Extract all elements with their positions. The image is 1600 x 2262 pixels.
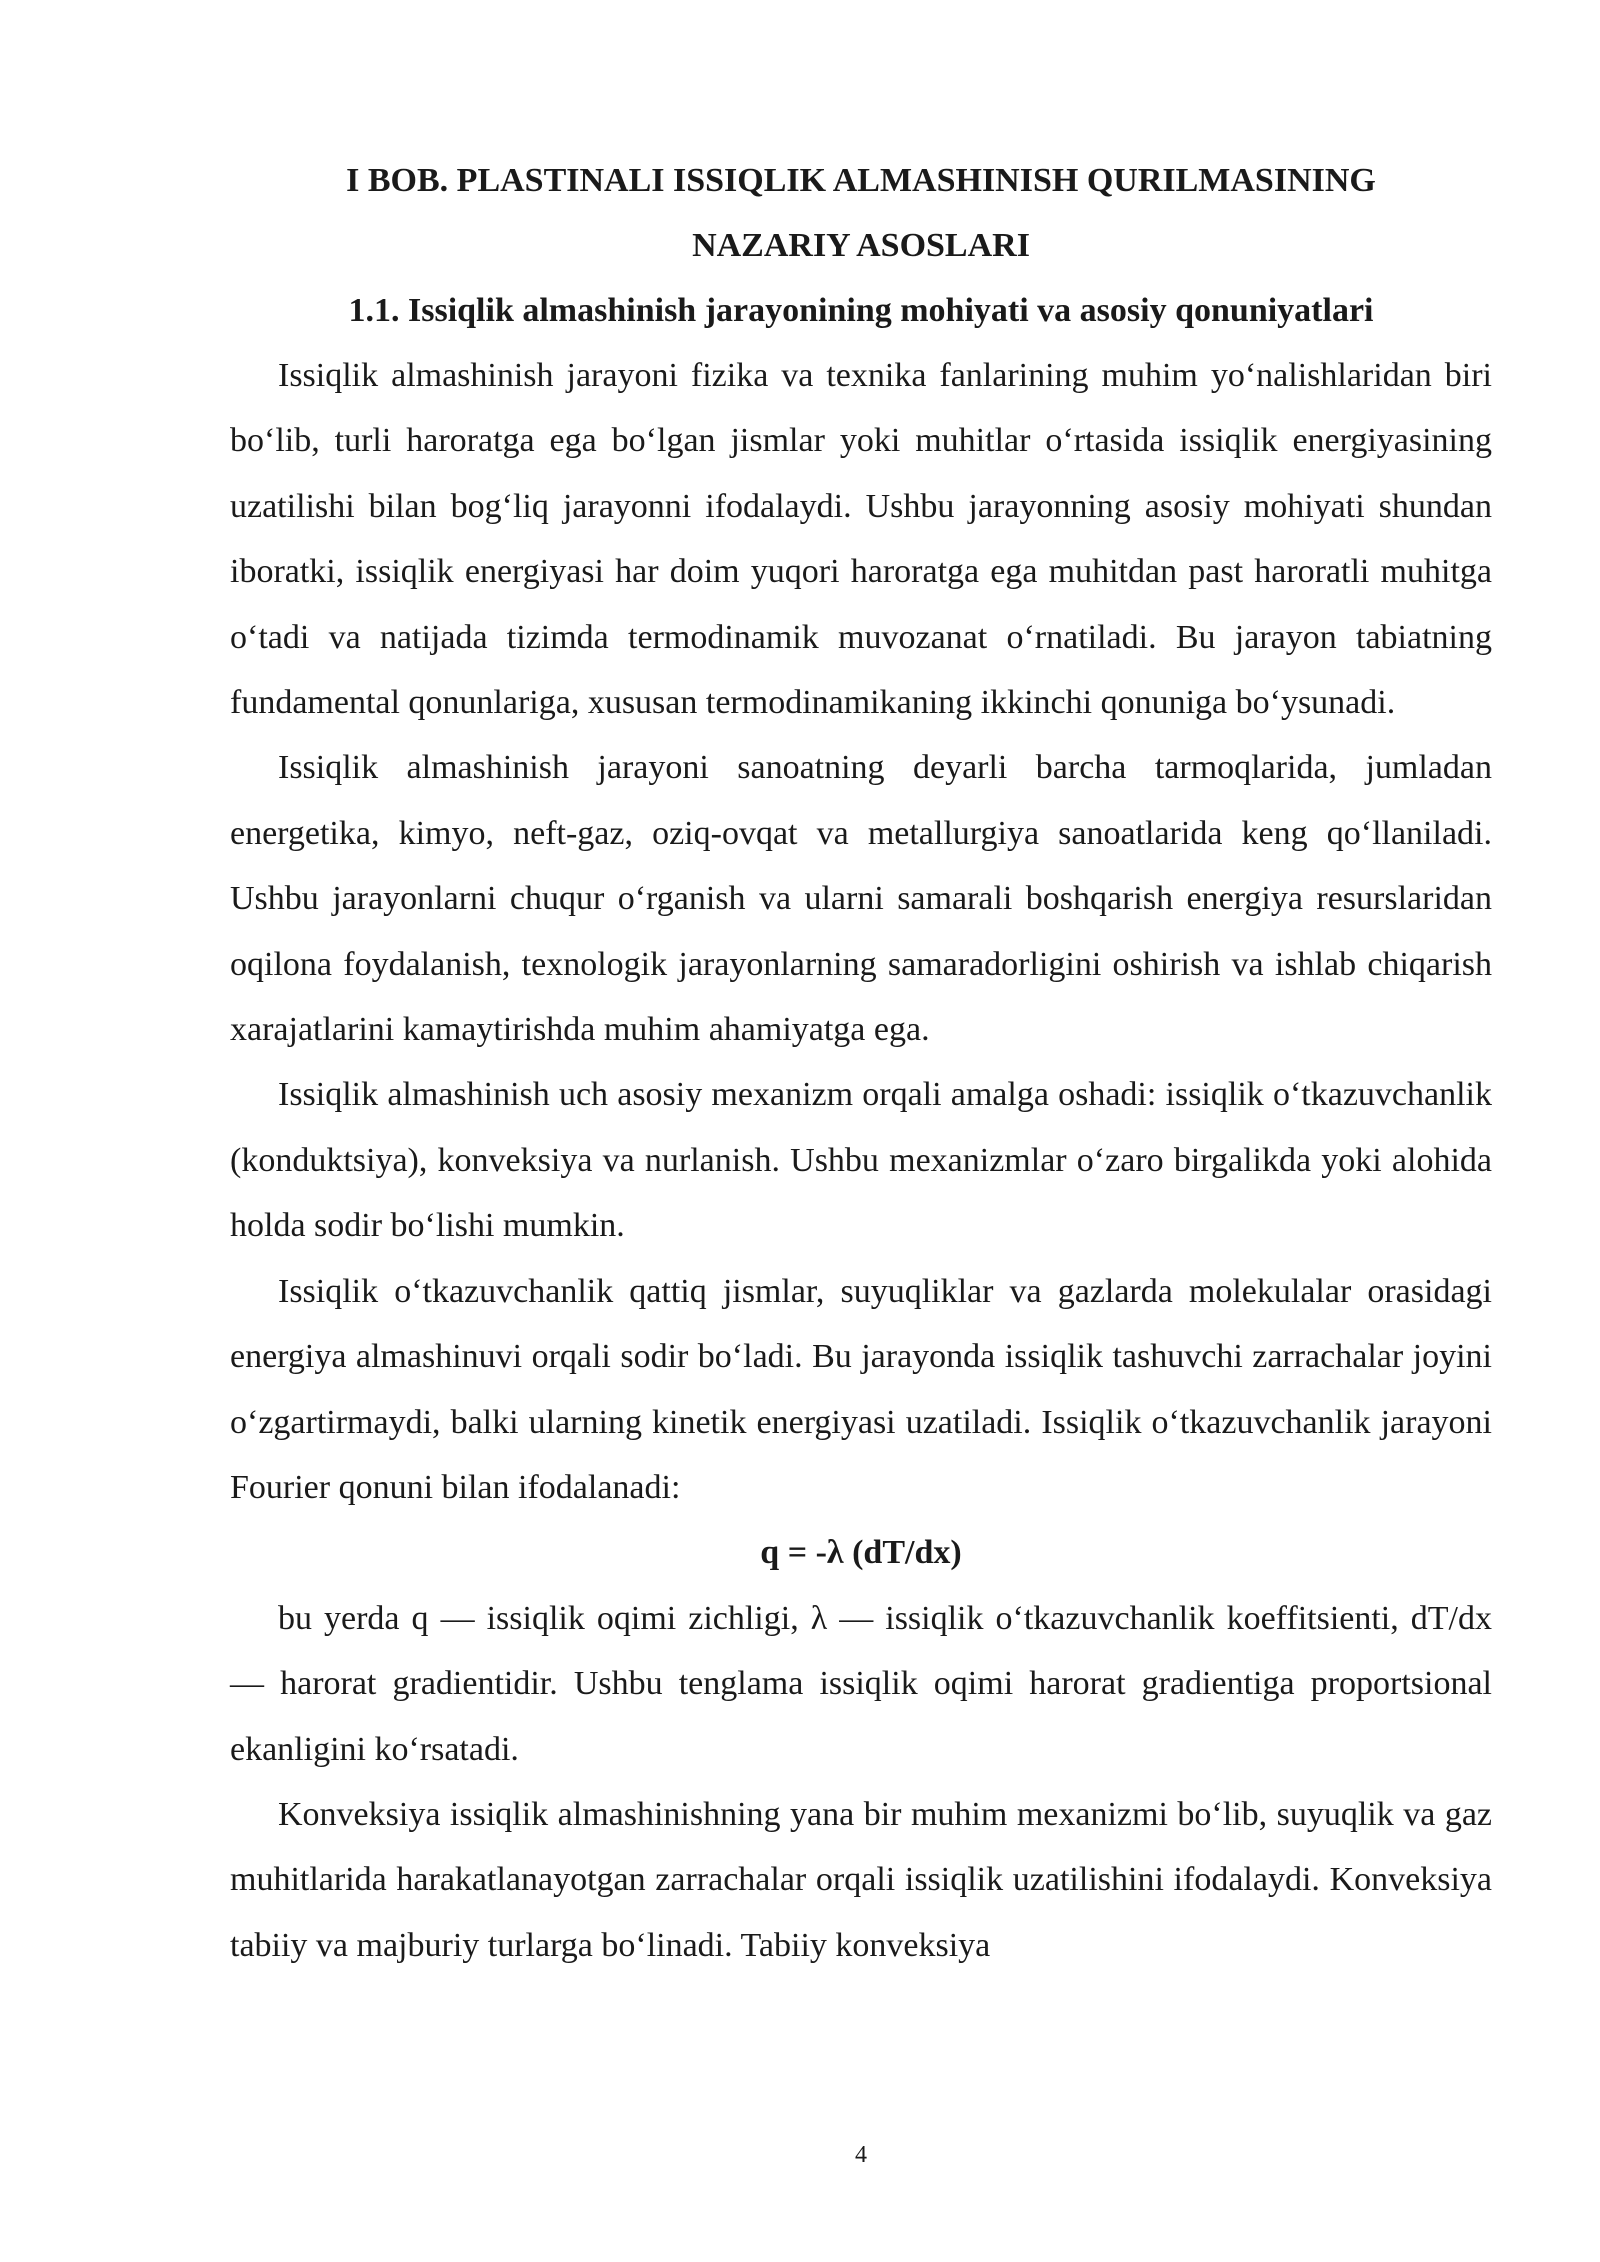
section-title: 1.1. Issiqlik almashinish jarayonining mohiyati va asosiy qonuniyatlari (348, 292, 1374, 329)
page-content (230, 148, 1492, 1978)
paragraph: bu yerda q — issiqlik oqimi zichligi, λ — issiqlik o‘tkazuvchanlik koeffitsienti, dT/dx — harorat gradientidir. Ushbu tenglama issiqlik oqimi harorat gradientiga proportsional ekanligini ko‘rsatadi. (230, 1599, 1492, 1768)
paragraph: Issiqlik o‘tkazuvchanlik qattiq jismlar, suyuqliklar va gazlarda molekulalar orasidagi energiya almashinuvi orqali sodir bo‘ladi. Bu jarayonda issiqlik tashuvchi zarrachalar joyini o‘zgartirmaydi, balki ularning kinetik energiyasi uzatiladi. Issiqlik o‘tkazuvchanlik jarayoni Fourier qonuni bilan ifodalanadi: (230, 1272, 1492, 1506)
chapter-title-line-1: I BOB. PLASTINALI ISSIQLIK ALMASHINISH QURILMASINING (346, 162, 1376, 199)
page-number: 4 (855, 2142, 867, 2168)
paragraph: Issiqlik almashinish jarayoni fizika va texnika fanlarining muhim yo‘nalishlaridan biri bo‘lib, turli haroratga ega bo‘lgan jismlar yoki muhitlar o‘rtasida issiqlik energiyasining uzatilishi bilan bog‘liq jarayonni ifodalaydi. Ushbu jarayonning asosiy mohiyati shundan iboratki, issiqlik energiyasi har doim yuqori haroratga ega muhitdan past haroratli muhitga o‘tadi va natijada tizimda termodinamik muvozanat o‘rnatiladi. Bu jarayon tabiatning fundamental qonunlariga, xususan termodinamikaning ikkinchi qonuniga bo‘ysunadi. (230, 357, 1492, 722)
paragraph: Issiqlik almashinish uch asosiy mexanizm orqali amalga oshadi: issiqlik o‘tkazuvchanlik (konduktsiya), konveksiya va nurlanish. Ushbu mexanizmlar o‘zaro birgalikda yoki alohida holda sodir bo‘lishi mumkin. (230, 1076, 1492, 1245)
chapter-title-line-2: NAZARIY ASOSLARI (692, 227, 1030, 264)
paragraph: Konveksiya issiqlik almashinishning yana bir muhim mexanizmi bo‘lib, suyuqlik va gaz muhitlarida harakatlanayotgan zarrachalar orqali issiqlik uzatilishini ifodalaydi. Konveksiya tabiiy va majburiy turlarga bo‘linadi. Tabiiy konveksiya (230, 1795, 1492, 1964)
fourier-law-formula: q = -λ (dT/dx) (760, 1534, 962, 1572)
chapter-title (230, 148, 1492, 278)
paragraph: Issiqlik almashinish jarayoni sanoatning deyarli barcha tarmoqlarida, jumladan energetika, kimyo, neft-gaz, oziq-ovqat va metallurgiya sanoatlarida keng qo‘llaniladi. Ushbu jarayonlarni chuqur o‘rganish va ularni samarali boshqarish energiya resurslaridan oqilona foydalanish, texnologik jarayonlarning samaradorligini oshirish va ishlab chiqarish xarajatlarini kamaytirishda muhim ahamiyatga ega. (230, 749, 1492, 1049)
